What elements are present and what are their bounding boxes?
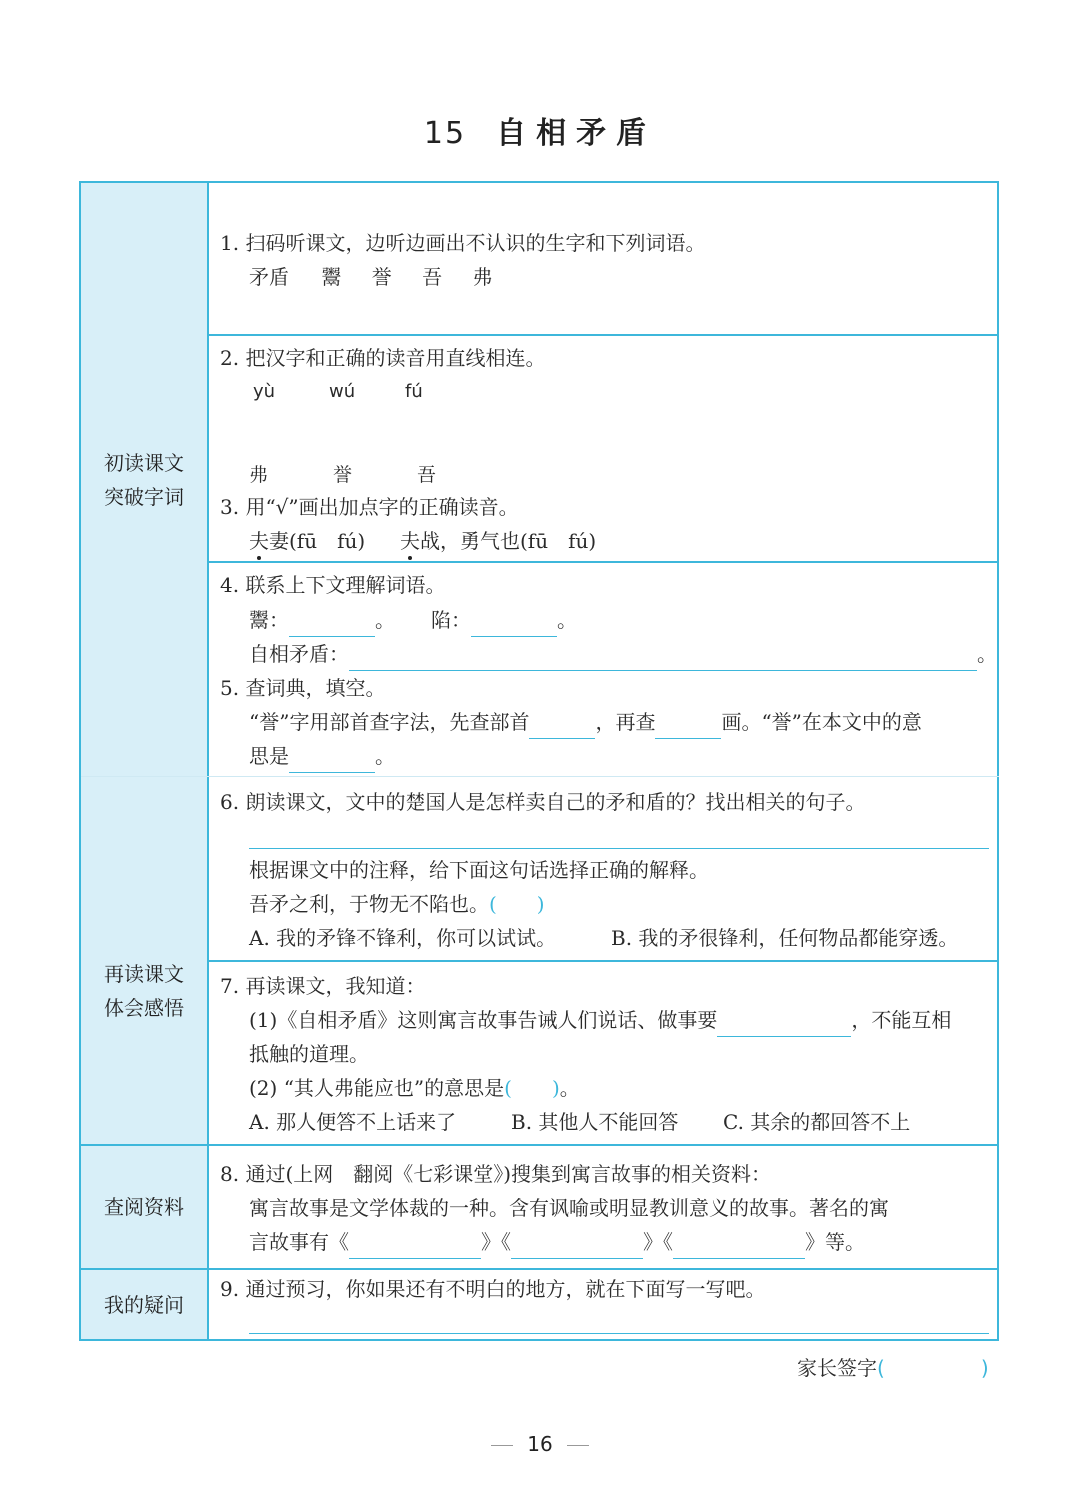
section-label-first-reading: 初读课文 突破字词 xyxy=(81,183,207,776)
emphasis-dot xyxy=(408,556,412,560)
q3-item-1[interactable]: 夫妻(fū fú) xyxy=(249,529,366,553)
row-divider xyxy=(209,334,999,336)
char-option[interactable]: 吾 xyxy=(417,464,437,486)
q1-word-list xyxy=(249,260,492,294)
answer-blank[interactable] xyxy=(349,646,977,671)
column-divider xyxy=(207,183,209,1339)
answer-paren[interactable]: ( ) xyxy=(504,1076,560,1100)
q5-line-2: 思是 。 xyxy=(249,739,395,773)
question-5: 5. 查词典，填空。 xyxy=(220,676,386,700)
lesson-title: 自相矛盾 xyxy=(496,116,657,151)
question-4: 4. 联系上下文理解词语。 xyxy=(220,573,446,597)
q6-sentence: 吾矛之利，于物无不陷也。( ) xyxy=(249,892,545,916)
section-label-second-reading: 再读课文 体会感悟 xyxy=(81,777,207,1144)
pinyin-option[interactable]: fú xyxy=(405,381,423,402)
q7-option-b[interactable]: B. 其他人不能回答 xyxy=(511,1110,679,1134)
parent-signature: 家长签字( ) xyxy=(797,1356,989,1380)
question-2: 2. 把汉字和正确的读音用直线相连。 xyxy=(220,346,546,370)
question-6: 6. 朗读课文，文中的楚国人是怎样卖自己的矛和盾的？找出相关的句子。 xyxy=(220,790,866,814)
q7-part-2: (2) “其人弗能应也”的意思是( )。 xyxy=(249,1076,580,1100)
char-option[interactable]: 弗 xyxy=(249,464,269,486)
question-8: 8. 通过(上网 翻阅《七彩课堂》)搜集到寓言故事的相关资料： xyxy=(220,1162,772,1186)
answer-blank[interactable] xyxy=(289,748,375,773)
q5-line-1: “誉”字用部首查字法，先查部首 ，再查 画。“誉”在本文中的意 xyxy=(249,705,922,739)
q8-line-1: 寓言故事是文学体裁的一种。含有讽喻或明显教训意义的故事。著名的寓 xyxy=(249,1196,889,1220)
question-7: 7. 再读课文，我知道： xyxy=(220,974,426,998)
section-divider xyxy=(81,776,999,777)
q3-item-2[interactable]: 夫战，勇气也(fū fú) xyxy=(400,529,597,553)
q1-word: 矛盾 xyxy=(249,265,289,289)
answer-blank[interactable] xyxy=(655,714,721,739)
pinyin-option[interactable]: yù xyxy=(253,381,276,402)
q7-option-c[interactable]: C. 其余的都回答不上 xyxy=(723,1110,911,1134)
answer-blank[interactable] xyxy=(673,1234,805,1259)
q7-part-1-cont: 抵触的道理。 xyxy=(249,1042,369,1066)
q4-line-2: 自相矛盾： 。 xyxy=(249,637,997,671)
question-1: 1. 扫码听课文，边听边画出不认识的生字和下列词语。 xyxy=(220,231,706,255)
page-title xyxy=(0,108,1080,152)
q6-option-a[interactable]: A. 我的矛锋不锋利，你可以试试。 xyxy=(249,926,557,950)
row-divider xyxy=(209,561,999,563)
section-label-questions: 我的疑问 xyxy=(81,1270,207,1339)
answer-blank[interactable] xyxy=(511,1234,643,1259)
q6-subquestion: 根据课文中的注释，给下面这句话选择正确的解释。 xyxy=(249,858,709,882)
answer-blank[interactable] xyxy=(471,612,557,637)
answer-blank[interactable] xyxy=(529,714,595,739)
answer-paren[interactable]: ( ) xyxy=(489,892,545,916)
section-divider xyxy=(81,1144,999,1146)
answer-line[interactable] xyxy=(249,848,989,849)
q1-word: 鬻 xyxy=(321,265,342,289)
q7-part-1: (1)《自相矛盾》这则寓言故事告诫人们说话、做事要 ，不能互相 xyxy=(249,1003,951,1037)
section-label-research: 查阅资料 xyxy=(81,1146,207,1268)
section-divider xyxy=(81,1268,999,1270)
q6-option-b[interactable]: B. 我的矛很锋利，任何物品都能穿透。 xyxy=(611,926,959,950)
q4-line-1: 鬻： 。 陷： 。 xyxy=(249,603,577,637)
page-number: 16 xyxy=(0,1432,1080,1456)
q8-line-2: 言故事有《 》《 》《 》等。 xyxy=(249,1225,865,1259)
lesson-number: 15 xyxy=(423,116,467,151)
q1-word: 弗 xyxy=(472,265,493,289)
emphasis-dot xyxy=(257,556,261,560)
question-3: 3. 用“√”画出加点字的正确读音。 xyxy=(220,495,519,519)
row-divider xyxy=(209,960,999,962)
q1-word: 誉 xyxy=(371,265,392,289)
q7-option-a[interactable]: A. 那人便答不上话来了 xyxy=(249,1110,457,1134)
char-option[interactable]: 誉 xyxy=(333,464,353,486)
answer-line[interactable] xyxy=(249,1333,989,1334)
answer-blank[interactable] xyxy=(717,1012,851,1037)
answer-blank[interactable] xyxy=(289,612,375,637)
q1-word: 吾 xyxy=(422,265,443,289)
answer-blank[interactable] xyxy=(349,1234,481,1259)
pinyin-option[interactable]: wú xyxy=(329,381,356,402)
question-9: 9. 通过预习，你如果还有不明白的地方，就在下面写一写吧。 xyxy=(220,1277,766,1301)
